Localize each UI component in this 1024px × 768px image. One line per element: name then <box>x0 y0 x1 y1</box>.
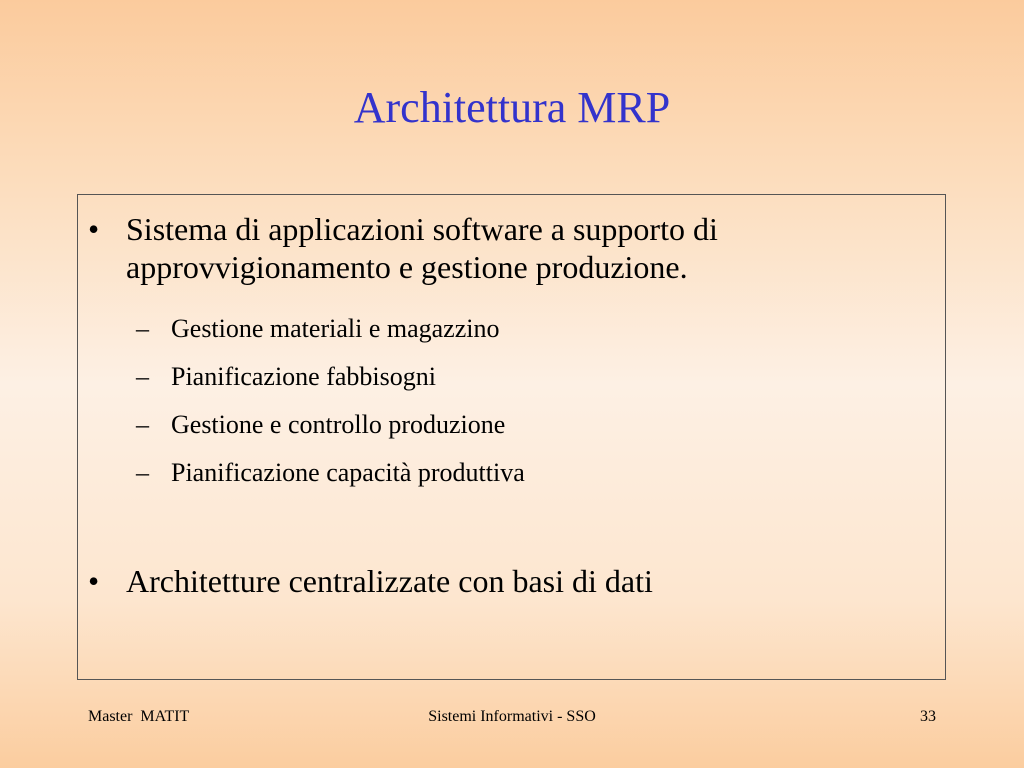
bullet-marker: • <box>88 563 100 599</box>
footer-center-text: Sistemi Informativi - SSO <box>428 708 596 725</box>
sub-bullet-marker: – <box>136 410 149 439</box>
sub-bullet-text: Gestione materiali e magazzino <box>171 314 500 343</box>
sub-bullet-marker: – <box>136 458 149 487</box>
bullet-marker: • <box>88 211 100 247</box>
sub-bullet-marker: – <box>136 314 149 343</box>
slide-number: 33 <box>920 708 936 725</box>
sub-bullet-marker: – <box>136 362 149 391</box>
content-box <box>77 194 946 680</box>
footer-left-text: Master MATIT <box>88 708 190 725</box>
slide-title: Architettura MRP <box>353 83 671 132</box>
sub-bullet-text: Gestione e controllo produzione <box>171 410 506 439</box>
sub-bullet-text: Pianificazione capacità produttiva <box>171 458 525 487</box>
bullet-text: Sistema di applicazioni software a supporto di approvvigionamento e gestione produzione. <box>126 211 718 285</box>
bullet-text: Architetture centralizzate con basi di dati <box>126 563 653 599</box>
sub-bullet-text: Pianificazione fabbisogni <box>171 362 436 391</box>
